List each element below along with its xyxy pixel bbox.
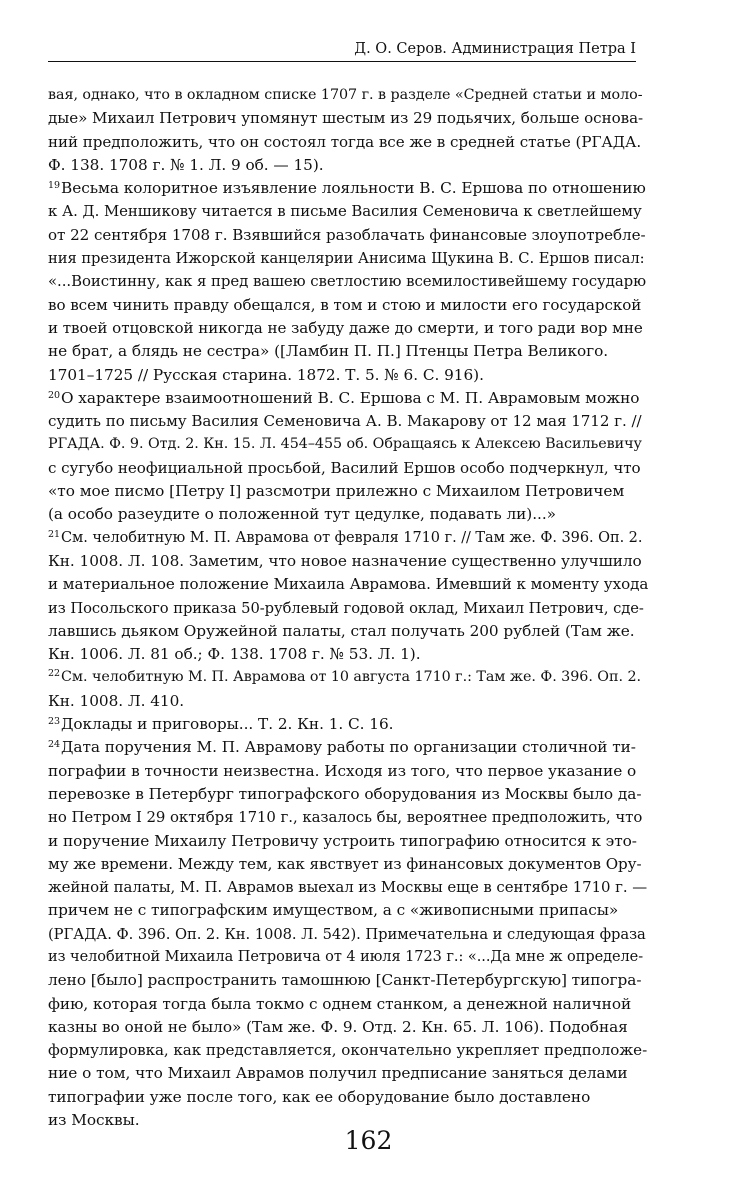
text-line [48, 597, 648, 620]
line-text: казны во оной не было» (Там же. Ф. 9. Отд. 2. Кн. 65. Л. 106). Подобная [48, 1017, 628, 1036]
line-text: ния президента Ижорской канцелярии Анисима Щукина В. С. Ершов писал: [48, 250, 645, 268]
footnote-start-line [48, 713, 648, 736]
line-text: Ф. 138. 1708 г. № 1. Л. 9 об. — 15). [48, 155, 324, 174]
line-text: к А. Д. Меншикову читается в письме Василия Семеновича к светлейшему [48, 202, 642, 221]
line-text: пографии в точности неизвестна. Исходя из того, что первое указание о [48, 761, 637, 780]
line-text: формулировка, как представляется, окончательно укрепляет предположе- [48, 1041, 648, 1060]
line-text: не брат, а блядь не сестра» ([Ламбин П. П.] Птенцы Петра Великого. [48, 342, 609, 361]
text-line [48, 946, 648, 969]
footnote-start-line [48, 387, 648, 410]
text-line [48, 1039, 648, 1062]
text-line [48, 620, 648, 643]
text-line [48, 340, 648, 363]
line-text: и материальное положение Михаила Аврамова. Имевший к моменту ухода [48, 575, 649, 594]
text-line [48, 1016, 648, 1039]
line-text: ние о том, что Михаил Аврамов получил предписание заняться делами [48, 1064, 628, 1083]
line-text: из Посольского приказа 50-рублевый годовой оклад, Михаил Петрович, сде- [48, 599, 644, 617]
text-line [48, 1086, 648, 1109]
line-text: О характере взаимоотношений В. С. Ершова с М. П. Аврамовым можно [61, 388, 640, 407]
footnote-number: 19 [48, 180, 60, 192]
line-text: перевозке в Петербург типографского оборудования из Москвы было да- [48, 784, 642, 803]
text-line [48, 899, 648, 922]
text-line [48, 84, 648, 107]
text-line [48, 107, 648, 130]
line-text: См. челобитную М. П. Аврамова от февраля 1710 г. // Там же. Ф. 396. Оп. 2. [61, 529, 643, 546]
text-line [48, 550, 648, 573]
text-line [48, 131, 648, 154]
footnote-start-line [48, 177, 648, 200]
text-line [48, 573, 648, 596]
text-line [48, 364, 648, 387]
text-line [48, 876, 648, 899]
line-text: из челобитной Михаила Петровича от 4 июля 1723 г.: «...Да мне ж определе- [48, 948, 644, 965]
footnote-start-line [48, 527, 648, 550]
footnote-start-line [48, 666, 648, 689]
line-text: и поручение Михаилу Петровичу устроить типографию относится к это- [48, 831, 637, 850]
line-text: типографии уже после того, как ее оборудование было доставлено [48, 1087, 591, 1106]
line-text: лавшись дьяком Оружейной палаты, стал получать 200 рублей (Там же. [48, 621, 635, 640]
line-text: от 22 сентября 1708 г. Взявшийся разоблачать финансовые злоупотребле- [48, 225, 646, 244]
line-text: во всем чинить правду обещался, в том и стою и милости его государской [48, 295, 642, 314]
line-text: «...Воистинну, как я пред вашею светлостию всемилостивейшему государю [48, 272, 647, 291]
line-text: вая, однако, что в окладном списке 1707 г. в разделе «Средней статьи и моло- [48, 87, 643, 103]
text-line [48, 643, 648, 666]
line-text: «то мое писмо [Петру I] разсмотри прилежно с Михаилом Петровичем [48, 482, 625, 501]
text-line [48, 480, 648, 503]
text-line [48, 247, 648, 270]
footnote-number: 22 [48, 668, 60, 680]
text-line [48, 317, 648, 340]
text-line [48, 993, 648, 1016]
line-text: из Москвы. [48, 1111, 140, 1130]
text-line [48, 923, 648, 946]
line-text: лено [было] распространить тамошнюю [Санкт-Петербургскую] типогра- [48, 971, 642, 990]
text-line [48, 503, 648, 526]
line-text: дые» Михаил Петрович упомянут шестым из 29 подьячих, больше основа- [48, 109, 644, 128]
line-text: (а особо разеудите о положенной тут цедулке, подавать ли)...» [48, 505, 556, 524]
text-line [48, 830, 648, 853]
line-text: судить по письму Василия Семеновича А. В. Макарову от 12 мая 1712 г. // [48, 412, 642, 431]
line-text: 1701–1725 // Русская старина. 1872. Т. 5. № 6. С. 916). [48, 365, 484, 384]
line-text: фию, которая тогда была токмо с однем станком, а денежной наличной [48, 994, 632, 1013]
footnotes-text [48, 84, 648, 1132]
text-line [48, 410, 648, 433]
text-line [48, 270, 648, 293]
text-line [48, 760, 648, 783]
line-text: с сугубо неофициальной просьбой, Василий Ершов особо подчеркнул, что [48, 458, 641, 477]
line-text: РГАДА. Ф. 9. Отд. 2. Кн. 15. Л. 454–455 об. Обращаясь к Алексею Васильевичу [48, 436, 642, 453]
line-text: но Петром I 29 октября 1710 г., казалось бы, вероятнее предположить, что [48, 808, 643, 827]
line-text: ний предположить, что он состоял тогда все же в средней статье (РГАДА. [48, 132, 642, 151]
text-line [48, 783, 648, 806]
footnote-number: 24 [48, 739, 60, 751]
line-text: См. челобитную М. П. Аврамова от 10 августа 1710 г.: Там же. Ф. 396. Оп. 2. [61, 669, 641, 686]
line-text: Кн. 1006. Л. 81 об.; Ф. 138. 1708 г. № 53. Л. 1). [48, 645, 421, 664]
line-text: му же времени. Между тем, как явствует из финансовых документов Ору- [48, 854, 642, 873]
text-line [48, 294, 648, 317]
footnote-start-line [48, 736, 648, 759]
line-text: (РГАДА. Ф. 396. Оп. 2. Кн. 1008. Л. 542). Примечательна и следующая фраза [48, 925, 646, 943]
text-line [48, 433, 648, 456]
text-line [48, 806, 648, 829]
line-text: и твоей отцовской никогда не забуду даже до смерти, и того ради вор мне [48, 318, 643, 337]
running-head: Д. О. Серов. Администрация Петра I [48, 40, 636, 62]
page-number: 162 [344, 1126, 393, 1155]
text-line [48, 690, 648, 713]
line-text: жейной палаты, М. П. Аврамов выехал из Москвы еще в сентябре 1710 г. — [48, 878, 648, 897]
text-line [48, 457, 648, 480]
footnote-number: 20 [48, 389, 60, 401]
text-line [48, 1062, 648, 1085]
line-text: Дата поручения М. П. Аврамову работы по организации столичной ти- [61, 738, 636, 757]
line-text: Кн. 1008. Л. 410. [48, 691, 185, 710]
text-line [48, 154, 648, 177]
text-line [48, 853, 648, 876]
footnote-number: 23 [48, 716, 60, 728]
text-line [48, 969, 648, 992]
line-text: причем не с типографским имуществом, а с «живописными припасы» [48, 901, 619, 920]
line-text: Весьма колоритное изъявление лояльности В. С. Ершова по отношению [61, 179, 646, 198]
line-text: Доклады и приговоры... Т. 2. Кн. 1. С. 16. [61, 715, 394, 734]
line-text: Кн. 1008. Л. 108. Заметим, что новое назначение существенно улучшило [48, 551, 642, 570]
footnote-number: 21 [48, 528, 60, 540]
text-line [48, 200, 648, 223]
text-line [48, 224, 648, 247]
